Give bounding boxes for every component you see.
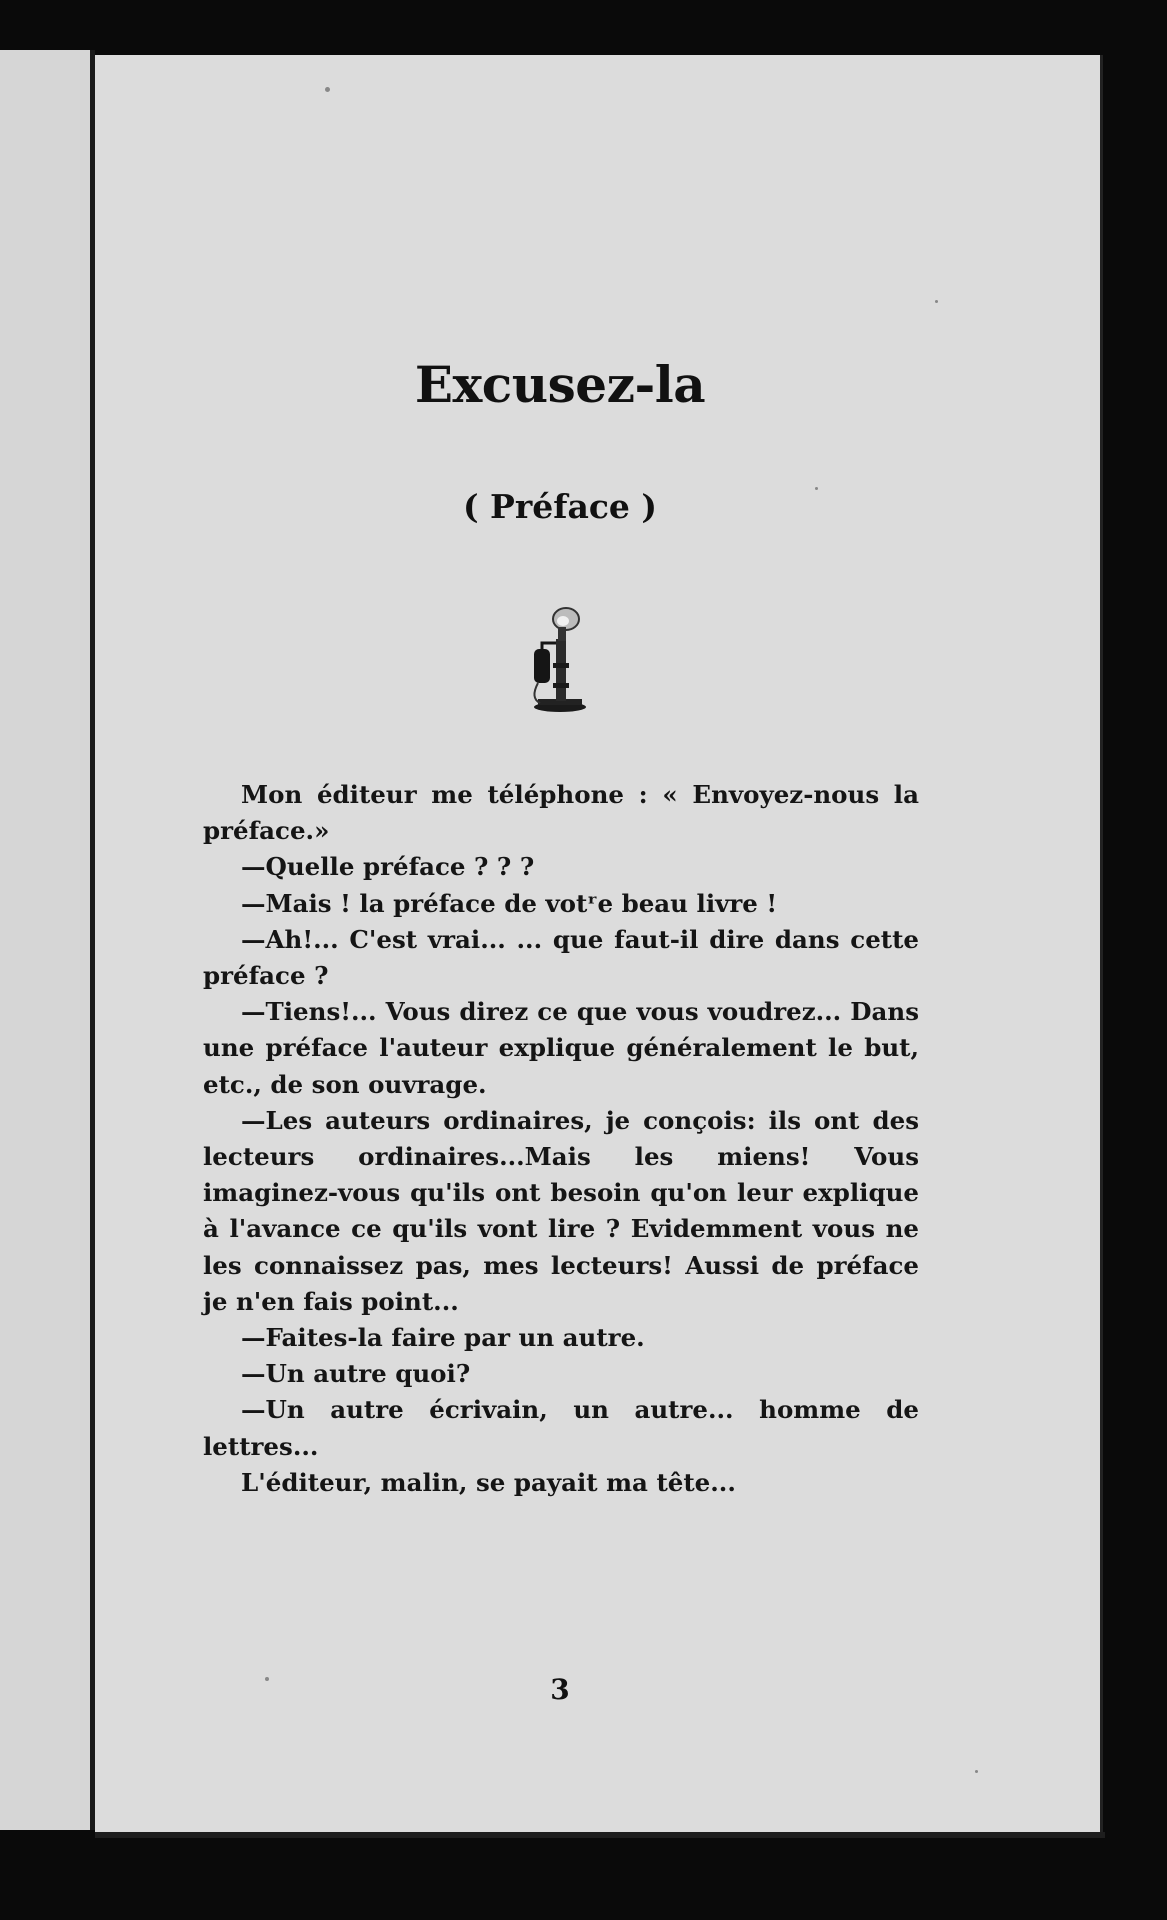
paragraph: —Ah!... C'est vrai... ... que faut-il dire dans cette préface ? <box>203 924 919 991</box>
paragraph: —Un autre écrivain, un autre... homme de lettres... <box>203 1395 919 1461</box>
paragraph: —Quelle préface ? ? ? <box>241 852 535 882</box>
book-page <box>95 55 1103 1835</box>
page-shadow <box>95 1832 1105 1838</box>
facing-page-edge <box>0 50 90 1830</box>
paragraph: L'éditeur, malin, se payait ma tête... <box>241 1467 736 1497</box>
dust-speck <box>265 1677 269 1681</box>
dust-speck <box>935 300 938 303</box>
paragraph: —Tiens!... Vous direz ce que vous voudrez... Dans une préface l'auteur explique généralement le but, etc., de son ouvrage. <box>203 997 919 1099</box>
page-subtitle: ( Préface ) <box>462 487 658 526</box>
dust-speck <box>325 87 330 92</box>
dust-speck <box>975 1770 978 1773</box>
page-number: 3 <box>550 1673 570 1706</box>
paragraph: —Mais ! la préface de votʳe beau livre ! <box>241 888 778 918</box>
paragraph: —Faites-la faire par un autre. <box>241 1323 645 1353</box>
page-title: Excusez-la <box>414 355 706 414</box>
body-text <box>203 777 919 1501</box>
candlestick-telephone-icon <box>520 603 590 713</box>
paragraph: —Un autre quoi? <box>241 1359 471 1389</box>
paragraph: Mon éditeur me téléphone : « Envoyez-nous la préface.» <box>203 780 919 846</box>
paragraph: —Les auteurs ordinaires, je conçois: ils ont des lecteurs ordinaires...Mais les miens! Vous imaginez-vous qu'ils ont besoin qu'on leur explique à l'avance ce qu'ils vont lire ? Evidemment vous ne les connaissez pas, mes lecteurs! Aussi de préface je n'en fais point... <box>203 1105 919 1316</box>
dust-speck <box>815 487 818 490</box>
